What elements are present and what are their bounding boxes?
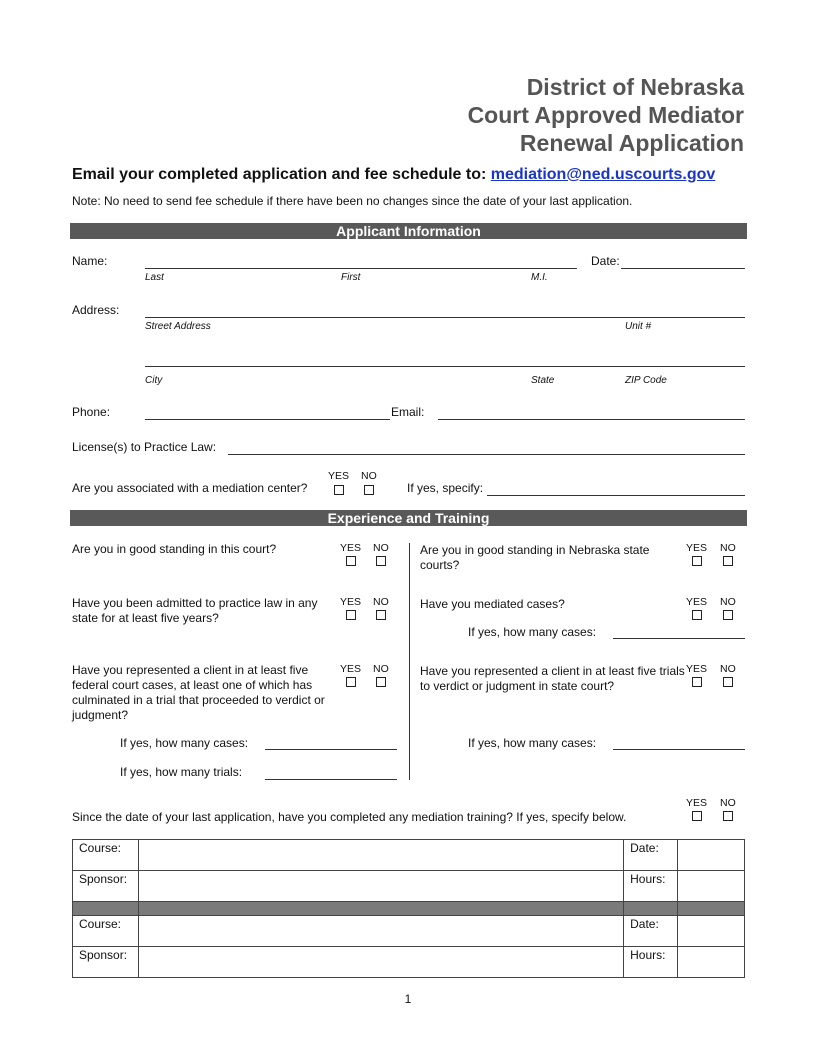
no-label: NO [720, 596, 736, 608]
admitted-question: Have you been admitted to practice law in any state for at least five years? [72, 596, 318, 625]
state-trials-yes-checkbox[interactable] [692, 677, 702, 687]
table-row [73, 871, 745, 902]
date-field[interactable] [621, 268, 745, 269]
yes-label: YES [686, 542, 708, 554]
state-trials-count-field[interactable] [613, 749, 745, 750]
date-1-field[interactable] [678, 840, 745, 871]
no-label: NO [720, 542, 736, 554]
course-label: Course: [73, 916, 139, 947]
date-label: Date: [624, 916, 678, 947]
unit-caption: Unit # [625, 321, 652, 332]
standing-court-no-checkbox[interactable] [376, 556, 386, 566]
email-field[interactable] [438, 419, 745, 420]
yes-label: YES [340, 542, 362, 554]
form-title-line-1: District of Nebraska [526, 74, 744, 100]
no-label: NO [720, 797, 736, 809]
training-table [72, 839, 745, 978]
no-label: NO [373, 542, 389, 554]
federal-cases-question: Have you represented a client in at least five federal court cases, at least one of which has culminated in a trial that proceeded to verdict or judgment? [72, 663, 325, 722]
form-title-line-3: Renewal Application [519, 130, 744, 156]
federal-trials-count-field[interactable] [265, 779, 397, 780]
mediated-no-checkbox[interactable] [723, 610, 733, 620]
training-no-checkbox[interactable] [723, 811, 733, 821]
fee-schedule-note: Note: No need to send fee schedule if there have been no changes since the date of your last application. [72, 194, 633, 208]
course-1-field[interactable] [138, 840, 623, 871]
form-title-line-2: Court Approved Mediator [467, 102, 744, 128]
table-separator-row [73, 902, 745, 916]
street-address-field[interactable] [145, 317, 745, 318]
table-row [73, 840, 745, 871]
mediated-cases-label: If yes, how many cases: [468, 625, 597, 639]
no-label: NO [373, 596, 389, 608]
street-address-caption: Street Address [145, 321, 211, 332]
state-caption: State [531, 375, 555, 386]
yes-label: YES [328, 470, 350, 482]
license-label: License(s) to Practice Law: [72, 440, 217, 454]
applicant-information-header: Applicant Information [70, 223, 747, 239]
page-number: 1 [404, 992, 412, 1006]
admitted-no-checkbox[interactable] [376, 610, 386, 620]
yes-label: YES [686, 663, 708, 675]
course-label: Course: [73, 840, 139, 871]
state-trials-question: Have you represented a client in at least five trials to verdict or judgment in state court? [420, 664, 685, 693]
hours-2-field[interactable] [678, 947, 745, 978]
mediation-center-yes-checkbox[interactable] [334, 485, 344, 495]
hours-label: Hours: [624, 871, 678, 902]
column-divider [409, 543, 410, 780]
email-instructions-text: Email your completed application and fee schedule to: [72, 166, 487, 183]
sponsor-1-field[interactable] [138, 871, 623, 902]
yes-label: YES [340, 663, 362, 675]
federal-cases-count-label: If yes, how many cases: [120, 736, 249, 750]
phone-field[interactable] [145, 419, 390, 420]
name-label: Name: [72, 254, 108, 268]
date-label: Date: [624, 840, 678, 871]
mediated-cases-field[interactable] [613, 638, 745, 639]
phone-label: Phone: [72, 405, 111, 419]
mediation-center-question: Are you associated with a mediation center? [72, 481, 308, 495]
name-field[interactable] [145, 268, 577, 269]
sponsor-label: Sponsor: [73, 947, 139, 978]
standing-court-question: Are you in good standing in this court? [72, 542, 277, 556]
no-label: NO [720, 663, 736, 675]
table-row [73, 916, 745, 947]
hours-label: Hours: [624, 947, 678, 978]
no-label: NO [361, 470, 377, 482]
standing-state-question: Are you in good standing in Nebraska state courts? [420, 543, 650, 572]
experience-training-header: Experience and Training [70, 510, 747, 526]
yes-label: YES [686, 596, 708, 608]
yes-label: YES [340, 596, 362, 608]
zip-caption: ZIP Code [625, 375, 667, 386]
license-field[interactable] [228, 454, 745, 455]
mediation-center-specify-label: If yes, specify: [407, 481, 484, 495]
mediated-yes-checkbox[interactable] [692, 610, 702, 620]
training-question: Since the date of your last application, have you completed any mediation training? If yes, specify below. [72, 810, 627, 824]
mediation-center-specify-field[interactable] [487, 495, 745, 496]
table-row [73, 947, 745, 978]
yes-label: YES [686, 797, 708, 809]
course-2-field[interactable] [138, 916, 623, 947]
state-trials-no-checkbox[interactable] [723, 677, 733, 687]
first-name-caption: First [341, 272, 361, 283]
separator-cell [678, 902, 745, 916]
federal-cases-yes-checkbox[interactable] [346, 677, 356, 687]
city-state-zip-field[interactable] [145, 366, 745, 367]
training-yes-checkbox[interactable] [692, 811, 702, 821]
standing-court-yes-checkbox[interactable] [346, 556, 356, 566]
city-caption: City [145, 375, 163, 386]
email-instructions [72, 166, 715, 184]
hours-1-field[interactable] [678, 871, 745, 902]
federal-cases-no-checkbox[interactable] [376, 677, 386, 687]
sponsor-label: Sponsor: [73, 871, 139, 902]
federal-trials-count-label: If yes, how many trials: [120, 765, 243, 779]
separator-cell [138, 902, 623, 916]
standing-state-yes-checkbox[interactable] [692, 556, 702, 566]
email-label: Email: [391, 405, 425, 419]
no-label: NO [373, 663, 389, 675]
date-2-field[interactable] [678, 916, 745, 947]
state-trials-count-label: If yes, how many cases: [468, 736, 597, 750]
federal-cases-count-field[interactable] [265, 749, 397, 750]
last-name-caption: Last [145, 272, 164, 283]
mediation-email-link[interactable]: mediation@ned.uscourts.gov [490, 166, 716, 183]
middle-initial-caption: M.I. [531, 272, 548, 283]
mediated-question: Have you mediated cases? [420, 597, 565, 611]
standing-state-no-checkbox[interactable] [723, 556, 733, 566]
separator-cell [73, 902, 139, 916]
admitted-yes-checkbox[interactable] [346, 610, 356, 620]
date-label: Date: [591, 254, 620, 268]
sponsor-2-field[interactable] [138, 947, 623, 978]
address-label: Address: [72, 303, 120, 317]
separator-cell [624, 902, 678, 916]
mediation-center-no-checkbox[interactable] [364, 485, 374, 495]
